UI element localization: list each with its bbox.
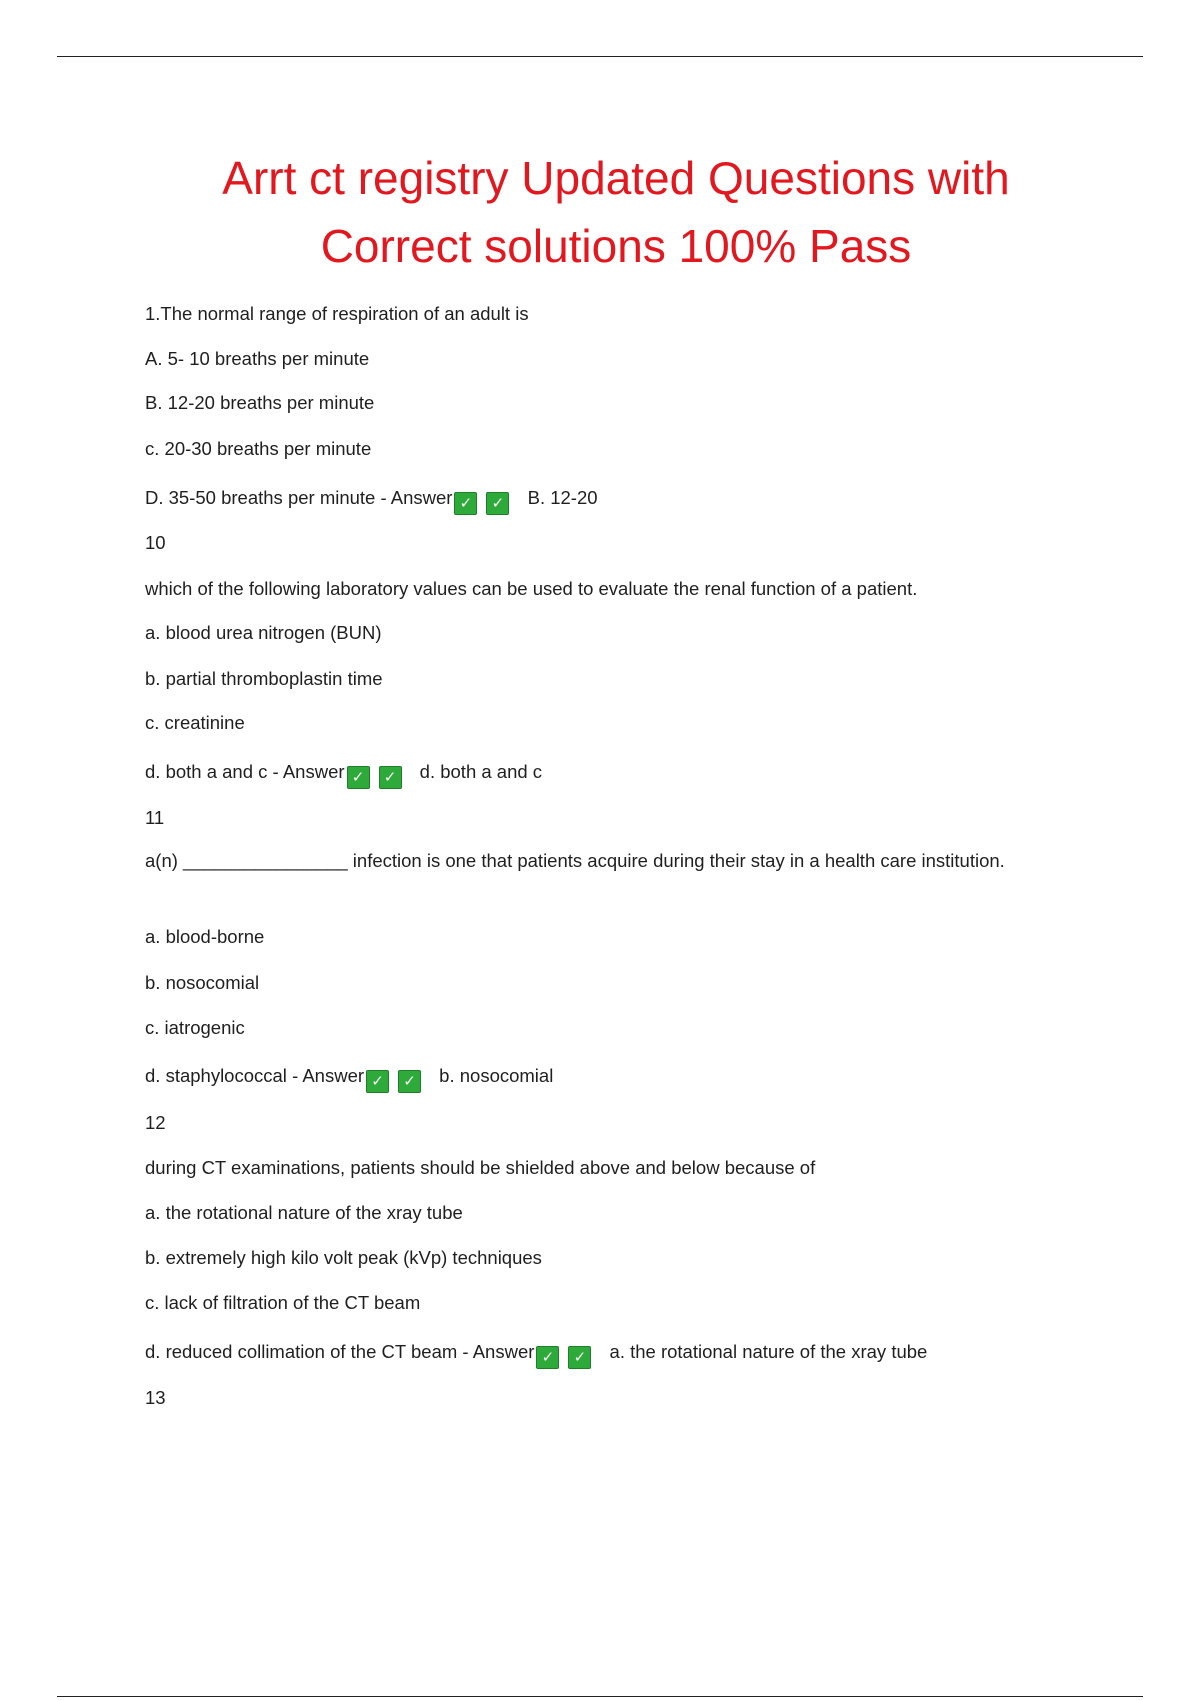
question-1-option-b: B. 12-20 breaths per minute (145, 392, 375, 413)
answer-label: - Answer (292, 1065, 365, 1086)
question-1-option-d: D. 35-50 breaths per minute (145, 487, 376, 508)
question-1-answer: B. 12-20 (527, 487, 598, 508)
question-1-prompt: 1.The normal range of respiration of an adult is (145, 303, 529, 324)
check-mark-icon: ✓ (486, 492, 509, 515)
check-mark-icon: ✓ (454, 492, 477, 515)
question-1-option-c: c. 20-30 breaths per minute (145, 438, 372, 459)
question-3-option-c: c. iatrogenic (145, 1017, 245, 1038)
document-title-line-2: Correct solutions 100% Pass (320, 220, 912, 272)
question-2-prompt: which of the following laboratory values can be used to evaluate the renal function of a patient. (145, 578, 918, 599)
question-number: 13 (145, 1387, 166, 1408)
question-3-option-d: d. staphylococcal (145, 1065, 287, 1086)
question-2-option-d: d. both a and c (145, 761, 268, 782)
question-4-option-b: b. extremely high kilo volt peak (kVp) techniques (145, 1247, 542, 1268)
question-4-option-d-row (145, 1340, 927, 1369)
check-mark-icon: ✓ (536, 1346, 559, 1369)
question-1-option-d-row (145, 486, 598, 515)
check-mark-icon: ✓ (398, 1070, 421, 1093)
document-title-line-1: Arrt ct registry Updated Questions with (222, 152, 1010, 204)
question-3-answer: b. nosocomial (439, 1065, 554, 1086)
check-mark-icon: ✓ (379, 766, 402, 789)
check-mark-icon: ✓ (347, 766, 370, 789)
question-number: 10 (145, 532, 166, 553)
question-3-option-a: a. blood-borne (145, 926, 265, 947)
question-3-prompt: a(n) ________________ infection is one that patients acquire during their stay in a health care institution. (145, 850, 1005, 871)
question-2-option-b: b. partial thromboplastin time (145, 668, 383, 689)
check-mark-icon: ✓ (366, 1070, 389, 1093)
question-2-option-c: c. creatinine (145, 712, 245, 733)
footer-rule (57, 1696, 1143, 1697)
header-rule (57, 56, 1143, 57)
question-2-option-a: a. blood urea nitrogen (BUN) (145, 622, 382, 643)
question-2-option-d-row (145, 760, 542, 789)
question-number: 11 (145, 807, 165, 828)
question-4-prompt: during CT examinations, patients should be shielded above and below because of (145, 1157, 816, 1178)
question-3-option-b: b. nosocomial (145, 972, 260, 993)
question-2-answer: d. both a and c (419, 761, 543, 782)
question-3-option-d-row (145, 1064, 553, 1093)
question-1-option-a: A. 5- 10 breaths per minute (145, 348, 370, 369)
question-4-option-a: a. the rotational nature of the xray tube (145, 1202, 463, 1223)
answer-label: - Answer (272, 761, 345, 782)
question-4-answer: a. the rotational nature of the xray tube (609, 1341, 928, 1362)
question-4-option-c: c. lack of filtration of the CT beam (145, 1292, 421, 1313)
answer-label: - Answer (462, 1341, 535, 1362)
check-mark-icon: ✓ (568, 1346, 591, 1369)
question-4-option-d: d. reduced collimation of the CT beam (145, 1341, 458, 1362)
answer-label: - Answer (380, 487, 453, 508)
question-number: 12 (145, 1112, 166, 1133)
